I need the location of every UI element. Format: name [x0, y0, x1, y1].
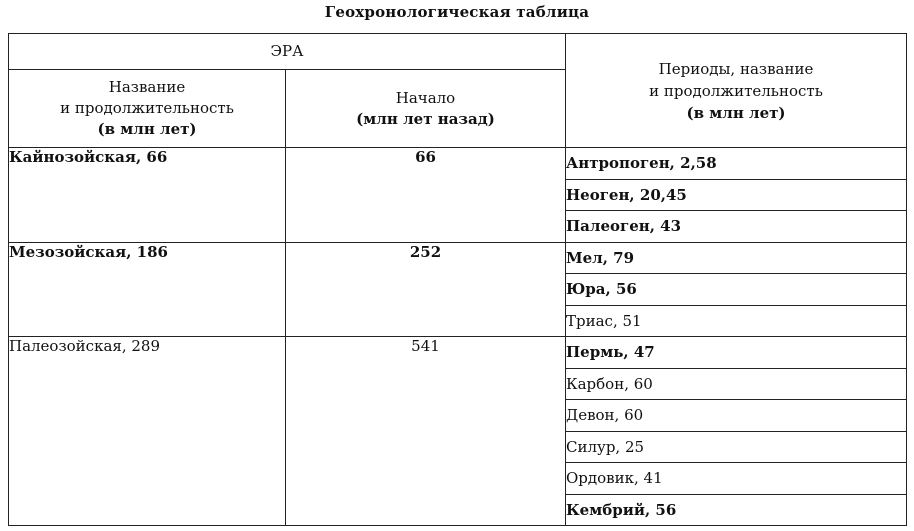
- periods-header-line-1: Периоды, название: [658, 59, 814, 78]
- era-name-cenozoic: Кайнозойская, 66: [9, 148, 286, 243]
- periods-header-line-2: и продолжительность: [649, 81, 823, 100]
- periods-header-line-3: (в млн лет): [686, 103, 786, 122]
- table-row: [9, 148, 907, 180]
- start-header-line-2: (млн лет назад): [356, 109, 495, 128]
- era-header: [9, 34, 566, 70]
- geochronological-table: [8, 33, 907, 526]
- period-cell: Пермь, 47: [566, 337, 907, 369]
- period-cell: Девон, 60: [566, 400, 907, 432]
- name-header-line-3: (в млн лет): [97, 120, 197, 138]
- start-header-line-1: Начало: [395, 88, 456, 107]
- era-start-mesozoic: 252: [286, 242, 566, 337]
- period-cell: Силур, 25: [566, 431, 907, 463]
- period-cell: Антропоген, 2,58: [566, 148, 907, 180]
- era-header-label: ЭРА: [270, 42, 304, 60]
- period-cell: Кембрий, 56: [566, 494, 907, 526]
- period-cell: Ордовик, 41: [566, 463, 907, 495]
- period-cell: Неоген, 20,45: [566, 179, 907, 211]
- era-start-paleozoic: 541: [286, 337, 566, 526]
- period-cell: Палеоген, 43: [566, 211, 907, 243]
- era-start-cenozoic: 66: [286, 148, 566, 243]
- table-row: [9, 337, 907, 369]
- start-header: [286, 70, 566, 148]
- period-cell: Карбон, 60: [566, 368, 907, 400]
- table-title: Геохронологическая таблица: [324, 3, 590, 21]
- table-row: [9, 242, 907, 274]
- era-name-paleozoic: Палеозойская, 289: [9, 337, 286, 526]
- period-cell: Юра, 56: [566, 274, 907, 306]
- period-cell: Мел, 79: [566, 242, 907, 274]
- period-cell: Триас, 51: [566, 305, 907, 337]
- era-name-mesozoic: Мезозойская, 186: [9, 242, 286, 337]
- name-header-line-1: Название: [108, 78, 186, 96]
- name-header: [9, 70, 286, 148]
- periods-header: [566, 34, 907, 148]
- name-header-line-2: и продолжительность: [60, 99, 234, 117]
